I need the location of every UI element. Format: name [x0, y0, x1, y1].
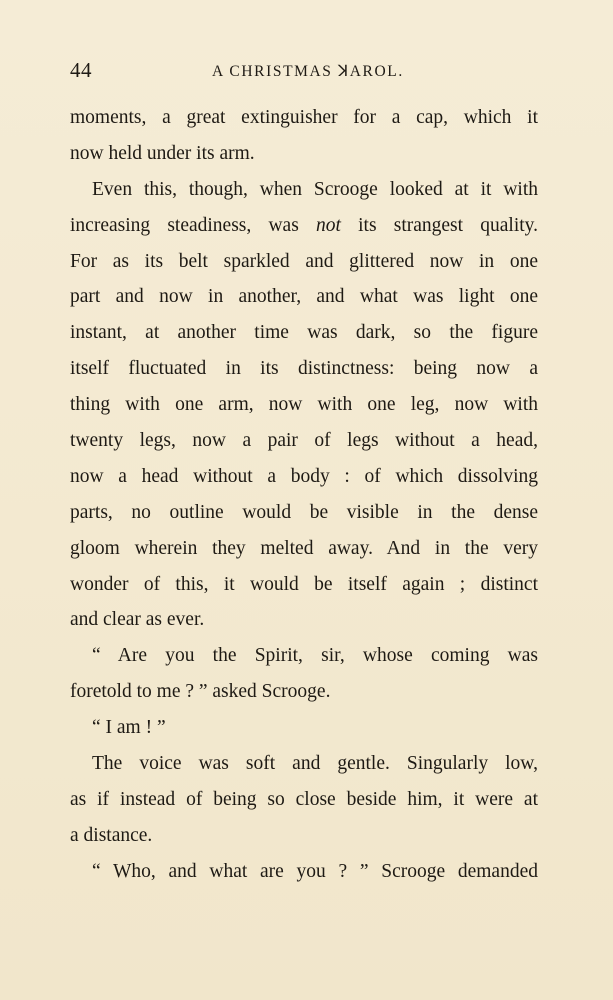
text-line: “ Are you the Spirit, sir, whose coming was — [92, 645, 538, 667]
text-line: foretold to me ? ” asked Scrooge. — [70, 681, 331, 703]
text-line: parts, no outline would be visible in the dense — [70, 501, 538, 523]
text-line: The voice was soft and gentle. Singularly low, — [92, 753, 538, 775]
text-line: Even this, though, when Scrooge looked at it with — [92, 178, 538, 200]
text-line: now a head without a body : of which dissolving — [70, 465, 538, 487]
text-line: “ Who, and what are you ? ” Scrooge demanded — [92, 860, 538, 882]
text-line: as if instead of being so close beside him, it were at — [70, 788, 538, 810]
text-line: “ I am ! ” — [92, 717, 166, 739]
text-line: moments, a great extinguisher for a cap, which it — [70, 107, 538, 128]
text-run: increasing steadiness, was — [70, 214, 299, 236]
text-line: part and now in another, and what was light one — [70, 286, 538, 308]
running-title: A CHRISTMAS ꓘAROL. — [212, 63, 404, 80]
text-line: wonder of this, it would be itself again ; distinct — [70, 573, 538, 595]
text-line: gloom wherein they melted away. And in the very — [70, 537, 538, 559]
body-text — [70, 100, 538, 890]
text-run: its strangest quality. — [358, 214, 539, 236]
text-line: a distance. — [70, 824, 153, 846]
text-line: twenty legs, now a pair of legs without a head, — [70, 430, 538, 452]
text-line: itself fluctuated in its distinctness: being now a — [70, 358, 538, 380]
text-line: and clear as ever. — [70, 609, 205, 631]
text-line: instant, at another time was dark, so the figure — [70, 322, 538, 344]
text-line: For as its belt sparkled and glittered now in one — [70, 250, 538, 272]
page-number: 44 — [70, 58, 92, 82]
text-line: thing with one arm, now with one leg, now with — [70, 394, 538, 416]
text-line — [70, 208, 538, 244]
page-header — [70, 58, 540, 86]
text-line: now held under its arm. — [70, 142, 255, 164]
emphasized-word: not — [316, 214, 341, 236]
